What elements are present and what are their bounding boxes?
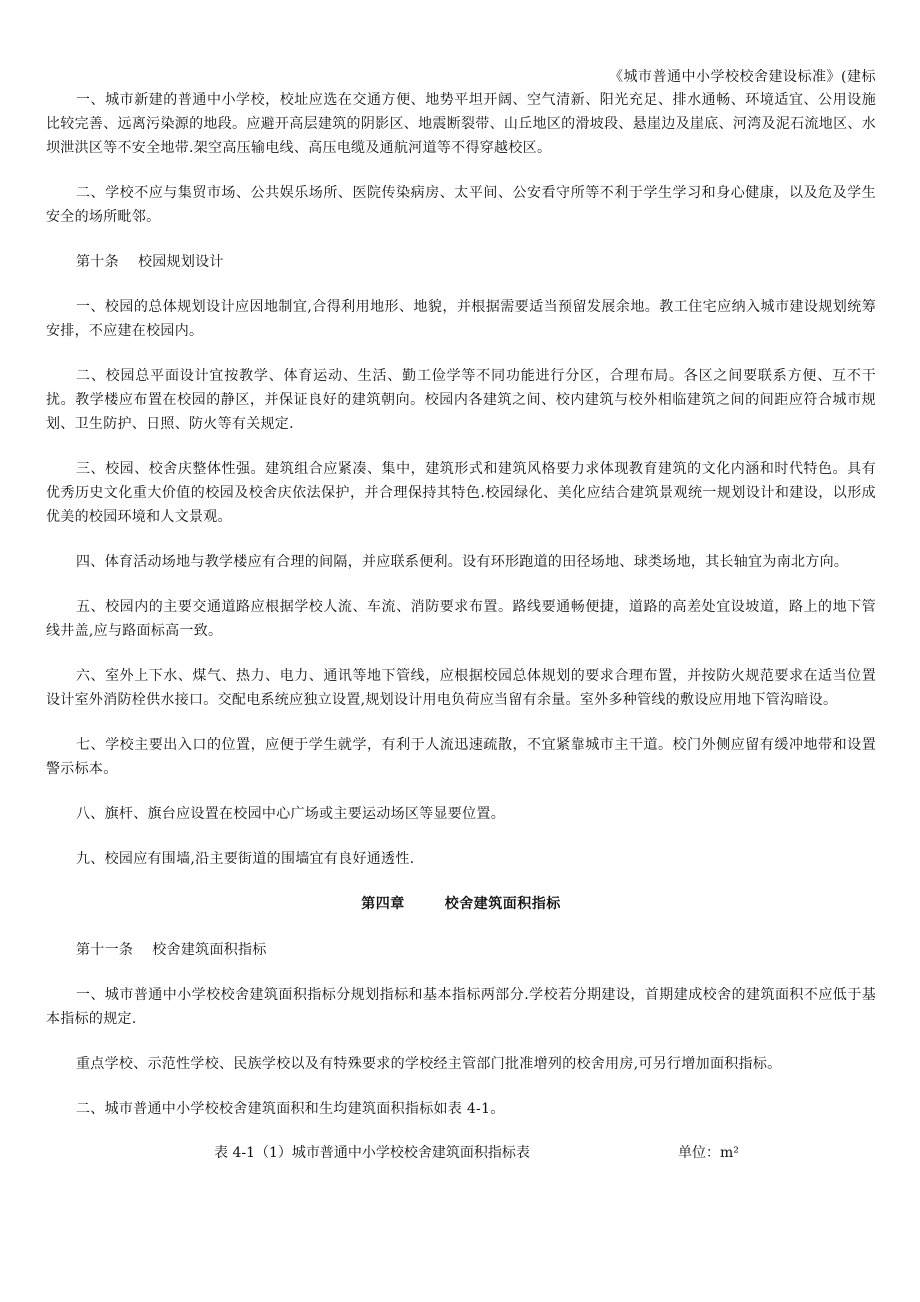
table-unit: 单位：m² [678, 1145, 739, 1161]
article-10-item-8: 八、旗杆、旗台应设置在校园中心广场或主要运动场区等显要位置。 [76, 806, 505, 822]
article-11-item-1: 一、城市普通中小学校校舍建筑面积指标分规划指标和基本指标两部分.学校若分期建设，首期建成校舍的建筑面积不应低于基本指标的规定. [46, 987, 876, 1027]
article-10-item-1: 一、校园的总体规划设计应因地制宜,合得利用地形、地貌，并根据需要适当预留发展余地。教工住宅应纳入城市建设规划统筹安排，不应建在校园内。 [46, 299, 876, 339]
article-10-title: 第十条 校园规划设计 [76, 254, 224, 270]
article-10-item-6: 六、室外上下水、煤气、热力、电力、通讯等地下管线，应根据校园总体规划的要求合理布置，并按防火规范要求在适当位置设计室外消防栓供水接口。交配电系统应独立设置,规划设计用电负荷应当留有余量。室外多种管线的敷设应用地下管沟暗设。 [46, 668, 876, 708]
adjacency-paragraph: 二、学校不应与集贸市场、公共娱乐场所、医院传染病房、太平间、公安看守所等不利于学生学习和身心健康，以及危及学生安全的场所毗邻。 [46, 185, 876, 225]
article-10-item-4: 四、体育活动场地与教学楼应有合理的间隔，并应联系便利。设有环形跑道的田径场地、球类场地，其长轴宜为南北方向。 [76, 554, 849, 570]
chapter-heading [46, 892, 876, 916]
chapter-title: 校舍建筑面积指标 [444, 896, 561, 912]
table-caption-row [46, 1142, 876, 1166]
article-10-item-9: 九、校园应有围墙,沿主要街道的围墙宜有良好通透性. [76, 851, 415, 867]
article-11-item-2: 二、城市普通中小学校校舍建筑面积和生均建筑面积指标如表 4-1。 [76, 1101, 505, 1117]
header-title-fragment: 《城市普通中小学校校舍建设标准》(建标 [609, 69, 876, 85]
article-11-title: 第十一条 校舍建筑面积指标 [76, 942, 267, 958]
article-10-item-3: 三、校园、校舍庆整体性强。建筑组合应紧凑、集中，建筑形式和建筑风格要力求体现教育建筑的文化内涵和时代特色。具有优秀历史文化重大价值的校园及校舍庆依法保护，并合理保持其特色.校园绿化、美化应结合建筑景观统一规划设计和建设，以形成优美的校园环境和人文景观。 [46, 461, 876, 525]
chapter-number: 第四章 [361, 896, 405, 912]
article-10-item-5: 五、校园内的主要交通道路应根据学校人流、车流、消防要求布置。路线要通畅便捷，道路的高差处宜设坡道，路上的地下管线井盖,应与路面标高一致。 [46, 599, 876, 639]
site-selection-paragraph: 一、城市新建的普通中小学校，校址应选在交通方便、地势平坦开阔、空气清新、阳光充足、排水通畅、环境适宜、公用设施比较完善、远离污染源的地段。应避开高层建筑的阴影区、地震断裂带、山丘地区的滑坡段、悬崖边及崖底、河湾及泥石流地区、水坝泄洪区等不安全地带.架空高压输电线、高压电缆及通航河道等不得穿越校区。 [46, 92, 876, 156]
article-11-note: 重点学校、示范性学校、民族学校以及有特殊要求的学校经主管部门批准增列的校舍用房,可另行增加面积指标。 [76, 1056, 782, 1072]
document-body [46, 88, 876, 1166]
article-10-item-7: 七、学校主要出入口的位置，应便于学生就学，有利于人流迅速疏散，不宜紧靠城市主干道。校门外侧应留有缓冲地带和设置警示标本。 [46, 737, 876, 777]
article-10-item-2: 二、校园总平面设计宜按教学、体育运动、生活、勤工俭学等不同功能进行分区，合理布局。各区之间要联系方便、互不干扰。教学楼应布置在校园的静区，并保证良好的建筑朝向。校园内各建筑之间、校内建筑与校外相临建筑之间的间距应符合城市规划、卫生防护、日照、防火等有关规定. [46, 368, 876, 432]
table-caption: 表 4-1（1）城市普通中小学校校舍建筑面积指标表 [214, 1145, 530, 1161]
